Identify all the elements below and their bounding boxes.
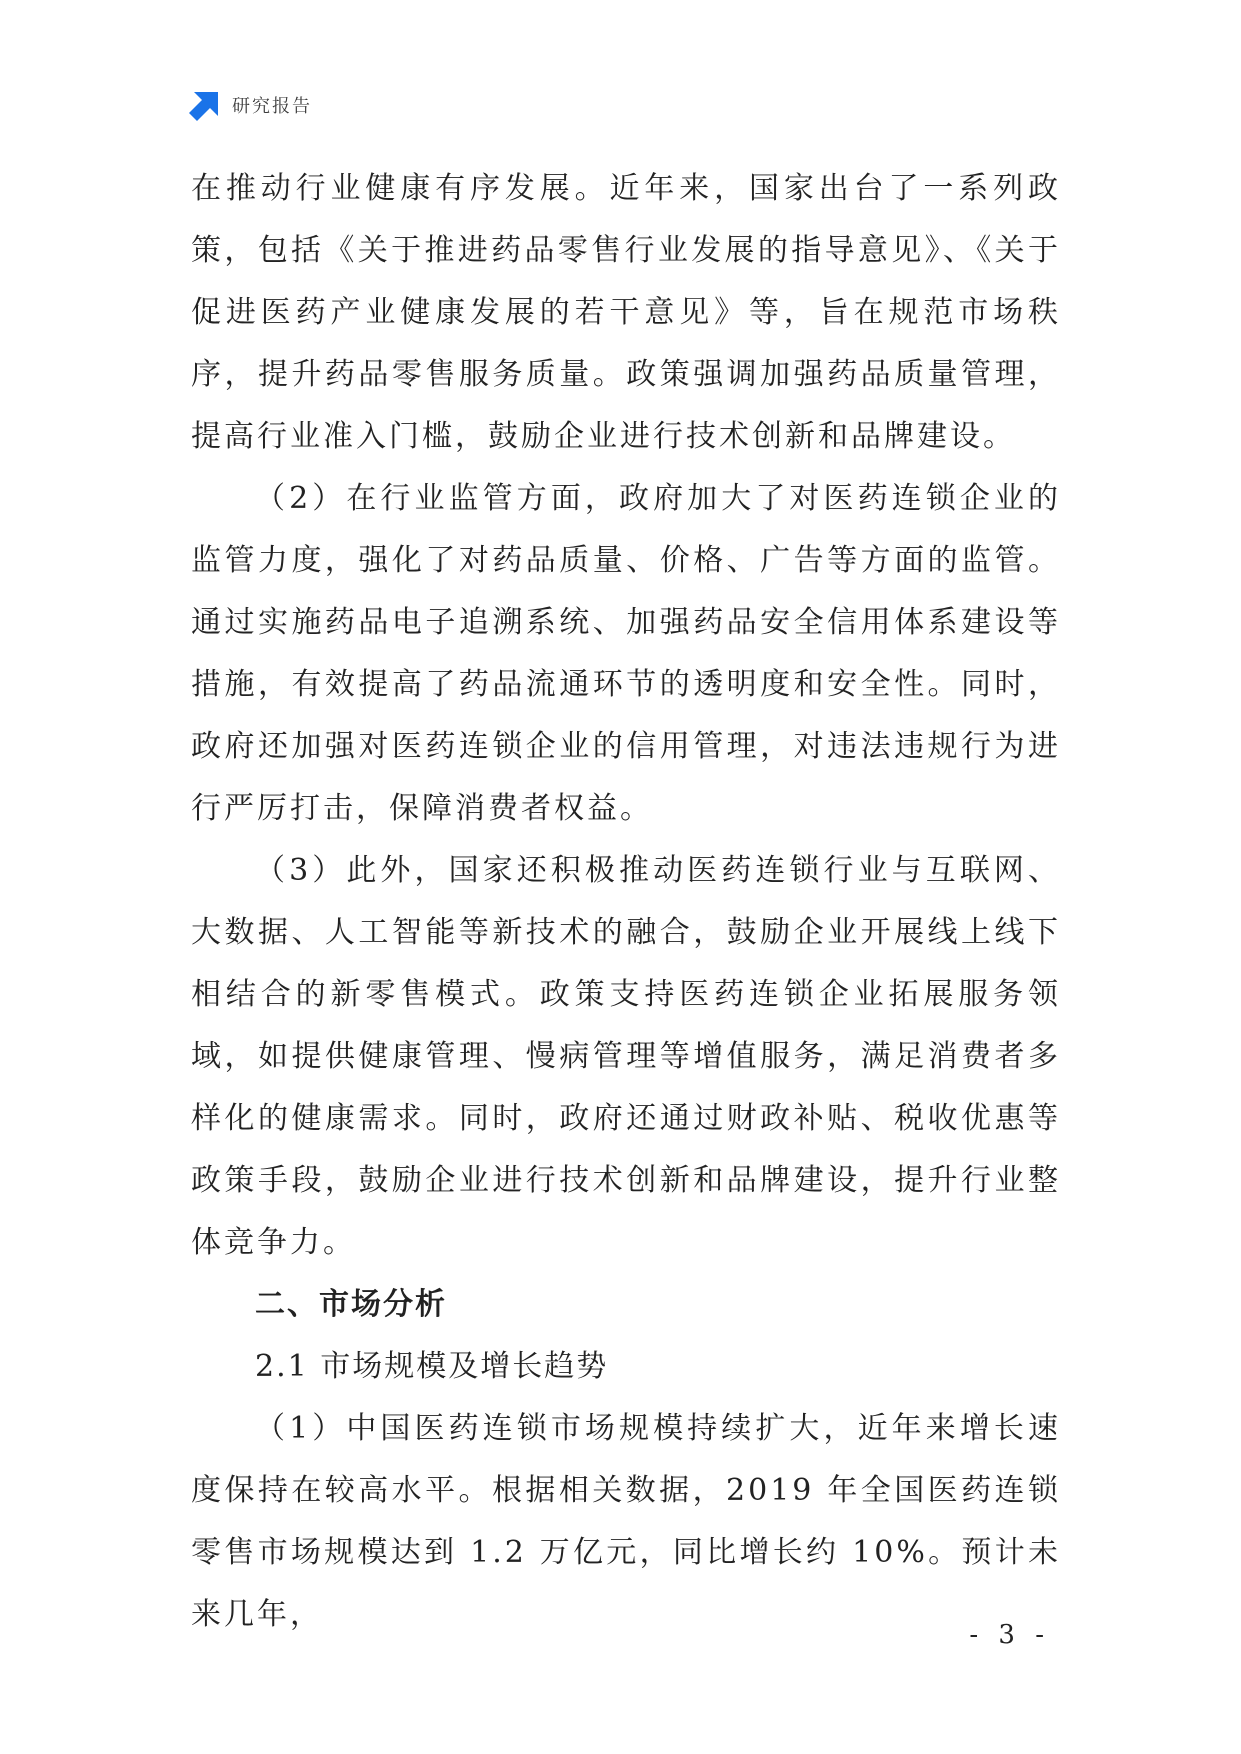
page-number: - 3 - xyxy=(969,1620,1050,1650)
paragraph-2: （2）在行业监管方面，政府加大了对医药连锁企业的监管力度，强化了对药品质量、价格、广告等方面的监管。通过实施药品电子追溯系统、加强药品安全信用体系建设等措施，有效提高了药品流通环节的透明度和安全性。同时，政府还加强对医药连锁企业的信用管理，对违法违规行为进行严厉打击，保障消费者权益。 xyxy=(191,481,1061,826)
subsection-heading: 2.1 市场规模及增长趋势 xyxy=(255,1349,609,1384)
paragraph-4: （1）中国医药连锁市场规模持续扩大，近年来增长速度保持在较高水平。根据相关数据，2019 年全国医药连锁零售市场规模达到 1.2 万亿元，同比增长约 10%。预计未来几年， xyxy=(191,1411,1061,1632)
paragraph-continued: 在推动行业健康有序发展。近年来，国家出台了一系列政策，包括《关于推进药品零售行业发展的指导意见》、《关于促进医药产业健康发展的若干意见》等，旨在规范市场秩序，提升药品零售服务质量。政策强调加强药品质量管理，提高行业准入门槛，鼓励企业进行技术创新和品牌建设。 xyxy=(191,171,1061,454)
section-heading: 二、市场分析 xyxy=(255,1287,447,1322)
paragraph-3: （3）此外，国家还积极推动医药连锁行业与互联网、大数据、人工智能等新技术的融合，鼓励企业开展线上线下相结合的新零售模式。政策支持医药连锁企业拓展服务领域，如提供健康管理、慢病管理等增值服务，满足消费者多样化的健康需求。同时，政府还通过财政补贴、税收优惠等政策手段，鼓励企业进行技术创新和品牌建设，提升行业整体竞争力。 xyxy=(191,853,1061,1260)
document-body xyxy=(191,158,1061,1646)
header-title: 研究报告 xyxy=(232,96,312,117)
report-header xyxy=(188,88,312,122)
arrow-up-right-logo-icon xyxy=(188,88,222,122)
